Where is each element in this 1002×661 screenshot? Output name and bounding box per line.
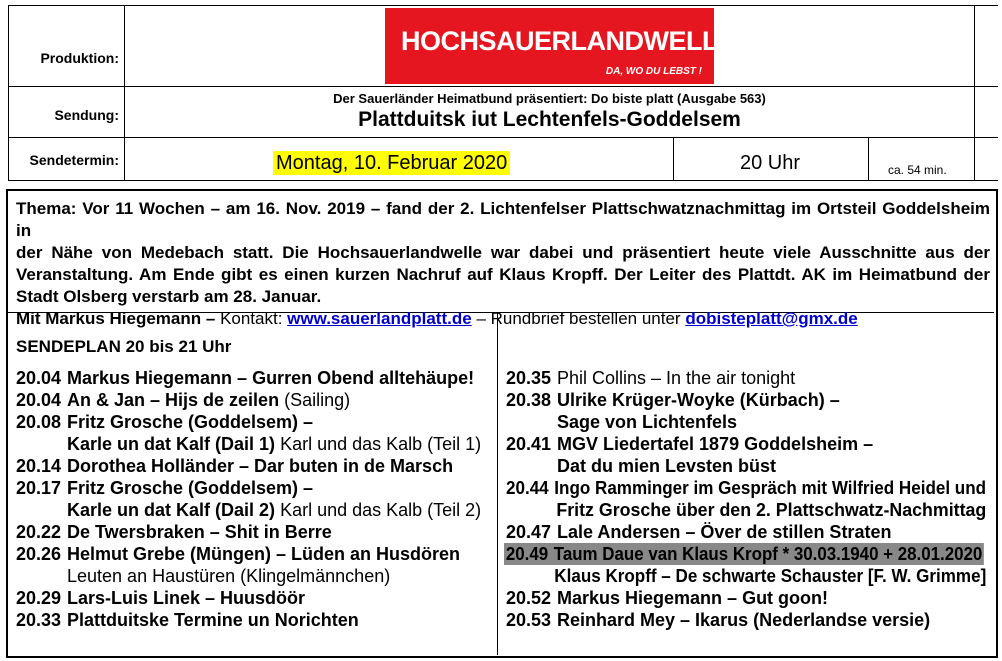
entry-title: Fritz Grosche über den 2. Plattschwatz-Nachmittag <box>556 500 987 520</box>
entry-time: 20.22 <box>16 522 62 542</box>
schedule-entry <box>506 499 986 521</box>
schedule-entry <box>504 543 984 565</box>
logo-slogan: DA, WO DU LEBST ! <box>605 66 702 77</box>
schedule-entry <box>16 389 350 411</box>
schedule-entry <box>16 587 305 609</box>
entry-title: Ingo Ramminger im Gespräch mit Wilfried Heidel und <box>554 478 987 498</box>
entry-note: (Sailing) <box>284 390 351 410</box>
schedule-entry <box>16 477 313 499</box>
entry-title: Ulrike Krüger-Woyke (Kürbach) – <box>557 390 840 410</box>
entry-title: Dorothea Holländer – Dar buten in de Marsch <box>67 456 454 476</box>
entry-time: 20.49 <box>505 544 549 564</box>
sendung-subtitle: Der Sauerländer Heimatbund präsentiert: Do biste platt (Ausgabe 563) <box>333 91 766 106</box>
schedule-entry <box>506 565 986 587</box>
entry-time: 20.52 <box>506 588 552 608</box>
contact-line <box>16 308 990 330</box>
entry-title: Karle un dat Kalf (Dail 1) <box>67 434 276 454</box>
station-logo <box>385 8 736 84</box>
schedule-entry <box>506 455 776 477</box>
schedule-entry <box>506 609 930 631</box>
schedule-entry <box>506 477 986 499</box>
entry-time: 20.29 <box>16 588 62 608</box>
logo-wordmark: HOCHSAUERLANDWELLE <box>401 26 736 56</box>
broadcast-time: 20 Uhr <box>740 152 801 174</box>
schedule-entry <box>506 521 891 543</box>
entry-time: 20.14 <box>16 456 62 476</box>
thema-line: Stadt Olsberg verstarb am 28. Januar. <box>16 287 322 306</box>
entry-note: Phil Collins – In the air tonight <box>557 368 796 388</box>
broadcast-date: Montag, 10. Februar 2020 <box>273 151 510 175</box>
entry-time: 20.44 <box>506 478 549 498</box>
produktion-label: Produktion: <box>40 50 119 66</box>
entry-time: 20.33 <box>16 610 62 630</box>
schedule-entry <box>16 609 359 631</box>
website-link[interactable]: www.sauerlandplatt.de <box>287 309 472 328</box>
entry-title: Markus Hiegemann – Gurren Obend alltehäupe! <box>67 368 475 388</box>
schedule-entry <box>16 499 481 521</box>
thema-line: der Nähe von Medebach statt. Die Hochsauerlandwelle war dabei und präsentiert heute viele Ausschnitte aus der <box>16 243 990 262</box>
entry-title: Lars-Luis Linek – Huusdöör <box>67 588 306 608</box>
schedule-entry <box>506 433 873 455</box>
schedule-entry <box>16 455 453 477</box>
schedule-entry <box>506 411 737 433</box>
entry-note: Karl und das Kalb (Teil 1) <box>280 434 482 454</box>
entry-time: 20.38 <box>506 390 552 410</box>
entry-title: Plattduitske Termine un Norichten <box>67 610 359 630</box>
sendung-title: Plattduitsk iut Lechtenfels-Goddelsem <box>358 108 741 131</box>
entry-title: Markus Hiegemann – Gut goon! <box>557 588 829 608</box>
email-link[interactable]: dobisteplatt@gmx.de <box>685 309 858 328</box>
entry-time: 20.04 <box>16 390 62 410</box>
thema-text <box>16 198 990 330</box>
schedule-entry <box>506 389 840 411</box>
entry-title: MGV Liedertafel 1879 Goddelsheim – <box>557 434 874 454</box>
schedule-entry <box>16 367 474 389</box>
contact-label: Kontakt: <box>220 309 283 328</box>
sendetermin-label: Sendetermin: <box>29 152 119 168</box>
schedule-entry <box>16 543 460 565</box>
entry-title: Klaus Kropff – De schwarte Schauster [F. W. Grimme] <box>554 566 987 586</box>
entry-title: Reinhard Mey – Ikarus (Nederlandse versie) <box>557 610 931 630</box>
entry-title: Fritz Grosche (Goddelsem) – <box>67 478 314 498</box>
entry-title: Fritz Grosche (Goddelsem) – <box>67 412 314 432</box>
entry-note: Leuten an Haustüren (Klingelmännchen) <box>67 566 391 586</box>
entry-title: Taum Daue van Klaus Kropf * 30.03.1940 + 28.01.2020 <box>553 544 983 564</box>
entry-time: 20.17 <box>16 478 62 498</box>
entry-time: 20.26 <box>16 544 62 564</box>
entry-time: 20.08 <box>16 412 62 432</box>
schedule-entry <box>16 433 481 455</box>
entry-title: Helmut Grebe (Müngen) – Lüden an Husdören <box>67 544 461 564</box>
newsletter-text: – Rundbrief bestellen unter <box>476 309 681 328</box>
entry-time: 20.41 <box>506 434 552 454</box>
host-text: Mit Markus Hiegemann – <box>16 309 216 328</box>
entry-note: Karl und das Kalb (Teil 2) <box>280 500 482 520</box>
entry-time: 20.35 <box>506 368 552 388</box>
schedule-entry <box>506 367 795 389</box>
schedule-entry <box>506 587 828 609</box>
entry-title: De Twersbraken – Shit in Berre <box>67 522 332 542</box>
broadcast-duration: ca. 54 min. <box>888 163 947 177</box>
entry-time: 20.47 <box>506 522 552 542</box>
entry-title: Dat du mien Levsten büst <box>557 456 777 476</box>
thema-line: Veranstaltung. Am Ende gibt es einen kurzen Nachruf auf Klaus Kropff. Der Leiter des Plattdt. AK im Heimatbund der <box>16 265 990 284</box>
schedule-entry <box>16 521 332 543</box>
entry-title: Sage von Lichtenfels <box>557 412 738 432</box>
schedule-entry <box>16 411 313 433</box>
entry-title: Karle un dat Kalf (Dail 2) <box>67 500 276 520</box>
sendeplan-heading: SENDEPLAN 20 bis 21 Uhr <box>16 337 232 356</box>
entry-time: 20.04 <box>16 368 62 388</box>
entry-time: 20.53 <box>506 610 552 630</box>
schedule-entry <box>16 565 390 587</box>
entry-title: An & Jan – Hijs de zeilen <box>67 390 280 410</box>
entry-title: Lale Andersen – Över de stillen Straten <box>557 522 892 542</box>
thema-line: Thema: Vor 11 Wochen – am 16. Nov. 2019 – fand der 2. Lichtenfelser Plattschwatznachmittag im Ortsteil Goddelsheim in <box>16 199 990 240</box>
sendung-label: Sendung: <box>54 107 119 123</box>
